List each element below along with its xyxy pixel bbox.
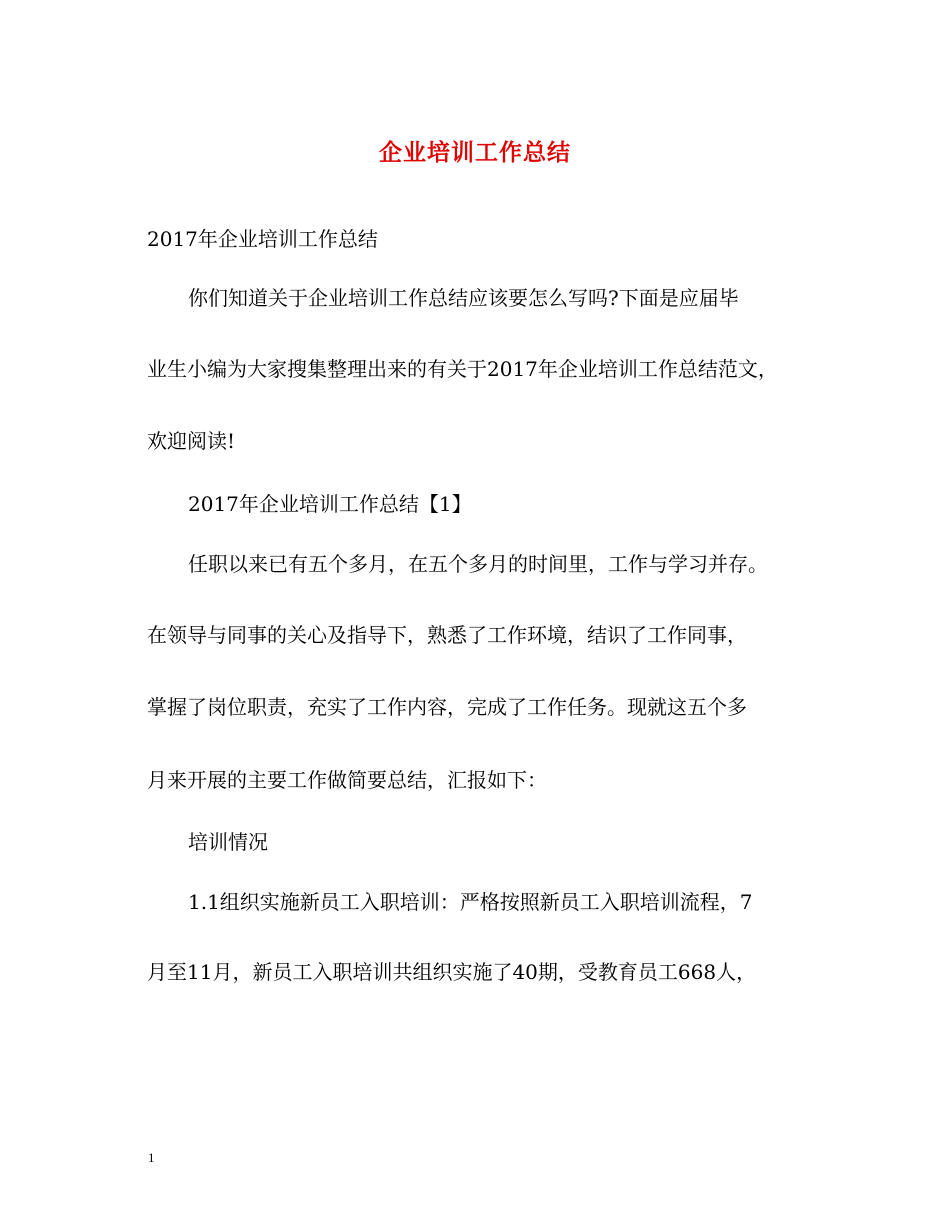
intro-line-2: 业生小编为大家搜集整理出来的有关于2017年企业培训工作总结范文， [147, 357, 778, 381]
document-subtitle: 2017年企业培训工作总结 [147, 227, 378, 251]
page-number: 1 [148, 1150, 155, 1165]
subheading-training: 培训情况 [188, 830, 268, 854]
paragraph1-line-3: 掌握了岗位职责，充实了工作内容，完成了工作任务。现就这五个多 [147, 695, 747, 719]
paragraph2-line-1: 1.1组织实施新员工入职培训：严格按照新员工入职培训流程，7 [188, 890, 753, 914]
paragraph1-line-4: 月来开展的主要工作做简要总结，汇报如下： [147, 768, 547, 792]
paragraph1-line-1: 任职以来已有五个多月，在五个多月的时间里，工作与学习并存。 [188, 552, 768, 576]
paragraph2-line-2: 月至11月，新员工入职培训共组织实施了40期，受教育员工668人， [147, 960, 757, 984]
intro-line-1: 你们知道关于企业培训工作总结应该要怎么写吗?下面是应届毕 [188, 286, 739, 310]
intro-line-3: 欢迎阅读! [147, 429, 236, 453]
paragraph1-line-2: 在领导与同事的关心及指导下，熟悉了工作环境，结识了工作同事， [147, 623, 747, 647]
document-title: 企业培训工作总结 [379, 139, 571, 166]
section-heading: 2017年企业培训工作总结【1】 [188, 492, 472, 516]
